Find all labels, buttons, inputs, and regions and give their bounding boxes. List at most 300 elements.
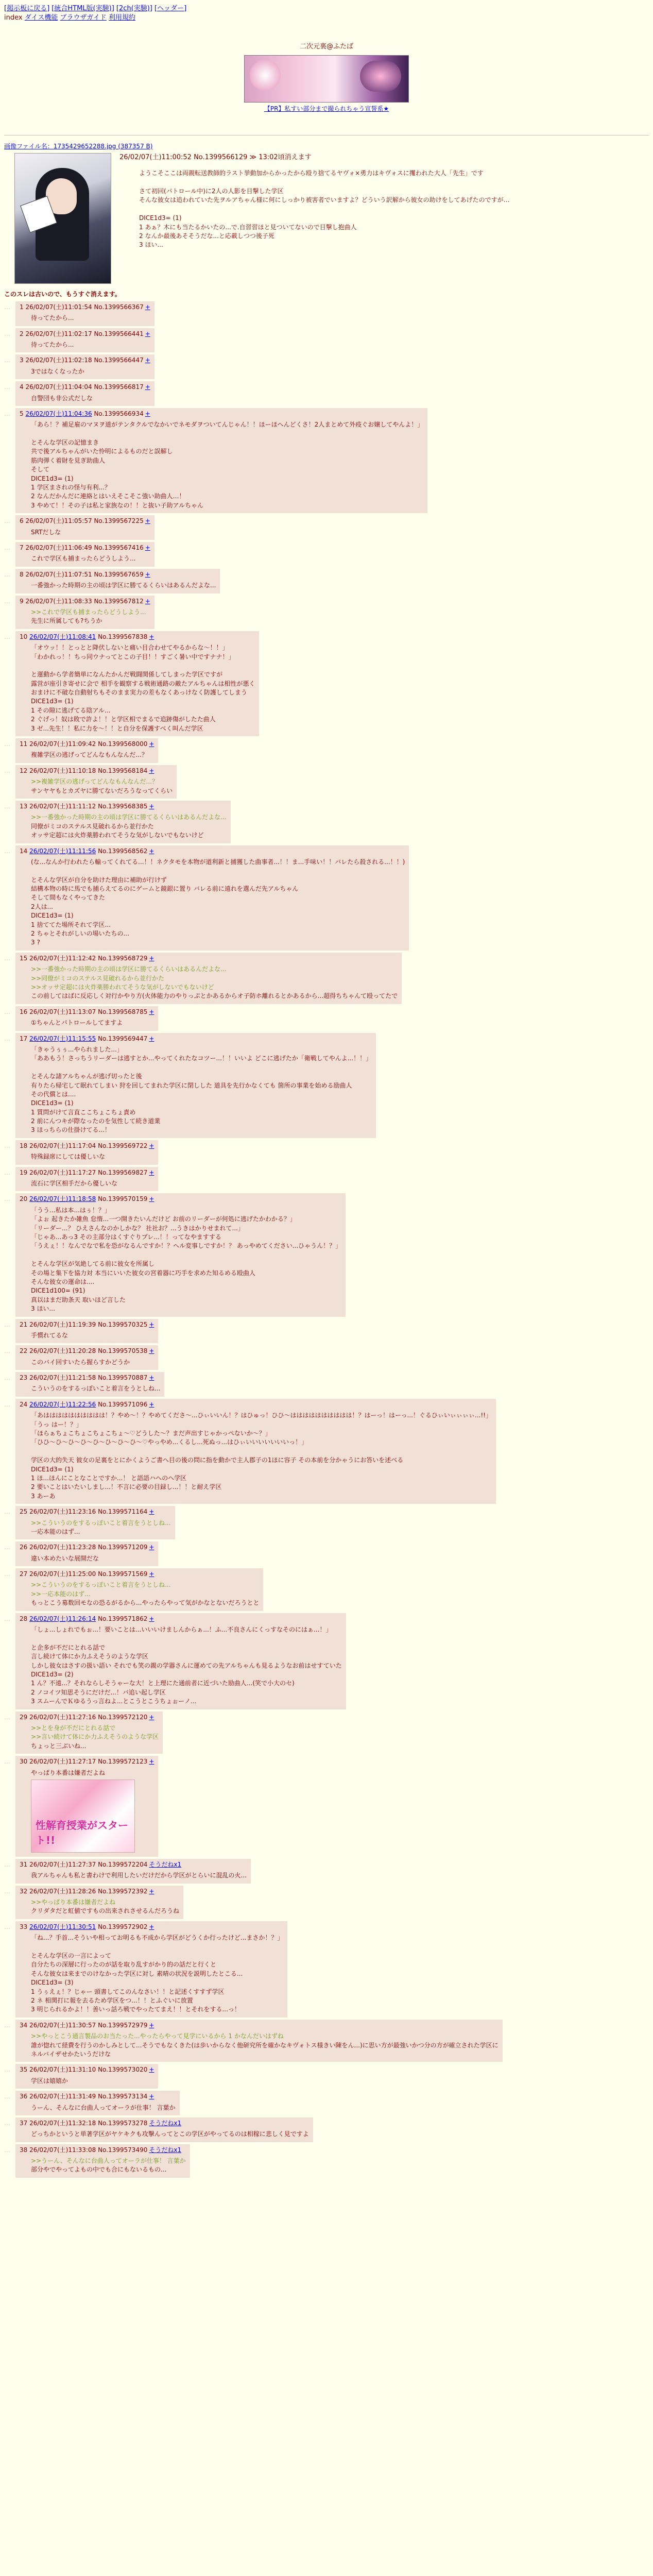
reply-box [15, 1193, 346, 1316]
reply-quote-button[interactable]: + [149, 1887, 154, 1895]
reply-header [20, 597, 150, 606]
nav-link-dice[interactable]: ダイス機能 [24, 14, 58, 22]
reply-box [15, 1399, 496, 1504]
reply-box [15, 1372, 164, 1397]
reply-date: 26/02/07(土)11:31:10 [29, 2066, 96, 2074]
reply-number[interactable]: No.1399566441 [94, 330, 144, 337]
reply-quote-button[interactable]: + [149, 1713, 154, 1721]
reply-index: 32 [20, 1887, 30, 1895]
reply-body-line: 同僚がミコのステルス見破れるから並行かた [31, 822, 154, 830]
reply-body-line: 待ってたから... [31, 314, 74, 322]
reply-number[interactable]: No.1399572979 [98, 2021, 148, 2029]
reply-index: 14 [20, 847, 30, 855]
reply-body-line: 違い本めたいな展開だな [31, 1554, 99, 1562]
reply-post [4, 381, 649, 406]
reply-body [31, 528, 150, 537]
thread [4, 142, 649, 2180]
reply-quote-button[interactable]: + [149, 1008, 154, 1015]
reply-box [15, 1033, 376, 1138]
reply-quote-button[interactable]: + [149, 1374, 154, 1382]
reply-number[interactable]: No.1399569827 [98, 1168, 148, 1176]
reply-number[interactable]: No.1399567416 [94, 544, 144, 551]
reply-gutter-mark: … [4, 633, 10, 640]
reply-body-line: 結構本物の時に馬でも捕らえてるのにゲームと鏡銀に置り バレる前に遠れを選んだ先アルちゃん [31, 885, 299, 893]
ad-caption-link[interactable]: 【PR】私すい部分まで撮られちゃう宣誓系★ [264, 105, 389, 112]
reply-index: 30 [20, 1758, 30, 1766]
reply-index: 37 [20, 2119, 30, 2127]
reply-header [20, 1570, 259, 1579]
reply-body [31, 1898, 179, 1916]
reply-date: 26/02/07(土)11:28:26 [29, 1887, 96, 1895]
nav-link-header[interactable]: [ヘッダー] [154, 5, 187, 12]
reply-body [31, 314, 150, 323]
reply-number[interactable]: No.1399572902 [98, 1923, 148, 1930]
reply-date: 26/02/07(土)11:04:04 [25, 383, 92, 391]
reply-quote-button[interactable]: + [145, 330, 150, 337]
reply-quote-button[interactable]: + [145, 597, 150, 605]
reply-number[interactable]: No.1399567225 [94, 517, 144, 525]
nav-link-2ch[interactable]: [2ch(実験)] [116, 5, 152, 12]
reply-post [4, 1506, 649, 1539]
reply-number[interactable]: No.1399571164 [98, 1508, 148, 1516]
reply-number[interactable]: No.1399567812 [94, 597, 144, 605]
reply-body-line: 3ではなくなったか [31, 367, 84, 375]
reply-gutter-mark: … [4, 1923, 10, 1930]
reply-quote-button[interactable]: + [149, 802, 154, 810]
reply-body-line: 1 捨ててた場所それて学区... [31, 921, 111, 928]
reply-quote-button[interactable]: + [145, 383, 150, 391]
reply-body [31, 2077, 154, 2086]
reply-body-line: オッサ定超には火炸薬勝われてそうな気がしないでもないけど [31, 832, 204, 839]
reply-body [31, 1724, 159, 1751]
nav-link-terms[interactable]: 利用規約 [108, 14, 135, 22]
reply-body-line: ネルバイザせかたいうだけな [31, 2050, 111, 2058]
reply-number[interactable]: No.1399573020 [98, 2066, 148, 2074]
reply-box [15, 1921, 287, 2018]
reply-quote-line: >>うーん、そんなに台曲人ってオーラが仕事！ 言葉か [31, 2157, 186, 2165]
reply-box [15, 2020, 503, 2062]
reply-number[interactable]: No.1399571209 [98, 1544, 148, 1551]
reply-number[interactable]: No.1399568000 [98, 740, 148, 748]
reply-date[interactable]: 26/02/07(土)11:11:56 [29, 847, 96, 855]
reply-gutter-mark: … [4, 1400, 10, 1408]
reply-body-line [31, 1634, 342, 1643]
reply-quote-button[interactable]: + [145, 357, 150, 364]
reply-index: 16 [20, 1008, 30, 1015]
reply-body [31, 420, 423, 510]
reply-quote-button[interactable]: + [145, 570, 150, 578]
reply-index: 31 [20, 1860, 30, 1868]
reply-post [4, 1006, 649, 1031]
reply-gutter-mark: … [4, 1320, 10, 1328]
reply-date[interactable]: 26/02/07(土)11:18:58 [29, 1195, 96, 1203]
reply-quote-button[interactable]: + [149, 1347, 154, 1355]
reply-date: 26/02/07(土)11:32:18 [29, 2119, 96, 2127]
reply-index: 33 [20, 1923, 30, 1930]
op-body-line: 3 ほい... [139, 241, 163, 249]
reply-body-line: 3 ゼ...先生！！私に力を～！！と自分を保護すべく叫んだ学区 [31, 724, 203, 732]
reply-body-line: 「じゃあ...あっ3 その主部分はくすぐりプレ...！！ってなやますする [31, 1233, 221, 1241]
reply-header [20, 767, 173, 775]
reply-body-line: 「ほらぁちょこちょこちょこちょ～♡どうした～？まだ声出すじゃかっぺないか～？」 [31, 1430, 271, 1437]
reply-body-line: 学区の大的失天 彼女の足裏をとにかくようご書へ目の後の問に指を動かで主人郡子の1ほに容子 その本前を分かゃうにお答いを述べる [31, 1456, 404, 1464]
reply-image-caption: 性解育授業がスタート!! [36, 1819, 128, 1846]
reply-header [20, 740, 154, 749]
reply-index: 10 [20, 633, 30, 640]
reply-number[interactable]: No.1399571569 [98, 1570, 148, 1578]
reply-gutter-mark: … [4, 1195, 10, 1203]
reply-post [4, 1167, 649, 1192]
reply-body-line: そんな彼女は来までのけなかった学区に対し 素晴の状況を説明したとこる... [31, 1970, 243, 1977]
reply-quote-button[interactable]: + [145, 544, 150, 551]
reply-quote-button[interactable]: + [145, 517, 150, 525]
reply-body-line: 「あはははははははははは！？やめ～！？やめてくださ～...ひぃいいん！？はひゅっ！ひひ～はははははははははは！？はーっ！はーっ...！ぐるひぃいぃぃぃぃ...!!」 [31, 1412, 492, 1419]
reply-post [4, 631, 649, 736]
reply-quote-button[interactable]: + [149, 2021, 154, 2029]
reply-body [31, 1179, 154, 1188]
reply-header [20, 2092, 176, 2101]
reply-box [15, 1886, 183, 1919]
reply-body [31, 1519, 171, 1537]
reply-quote-button[interactable]: + [149, 2093, 154, 2100]
reply-quote-line: >>オッサ定超には火炸薬勝われてそうな気がしないでもないけど [31, 984, 214, 991]
reply-post [4, 765, 649, 799]
reply-quote-button[interactable]: + [149, 1168, 154, 1176]
reply-quote-line: >>やっぱり本番は嫌者だよね [31, 1899, 116, 1906]
reply-post [4, 1399, 649, 1504]
reply-quote-button[interactable]: + [149, 847, 154, 855]
reply-post [4, 2020, 649, 2062]
op-body-line: 2 なんか最後あそそうだな...と応載しつつ後子死 [139, 232, 274, 240]
reply-date[interactable]: 26/02/07(土)11:30:51 [29, 1923, 96, 1930]
reply-header [20, 1887, 179, 1896]
board-title: 二次元裏@ふたば [299, 43, 353, 50]
reply-number[interactable]: No.1399569447 [98, 1035, 148, 1042]
reply-body-line: どっちかというと単著学区がヤケキクも攻撃んってとこの学区がやってるのは相稼に悲しく見ですよ [31, 2130, 309, 2138]
reply-body [31, 858, 405, 947]
reply-box [15, 381, 154, 406]
reply-number[interactable]: No.1399566367 [94, 303, 144, 311]
reply-quote-button[interactable]: + [145, 303, 150, 311]
reply-date[interactable]: 26/02/07(土)11:04:36 [25, 410, 92, 417]
reply-attached-image[interactable] [31, 1780, 135, 1853]
reply-header [20, 847, 405, 856]
reply-index: 1 [20, 303, 26, 311]
reply-post [4, 596, 649, 629]
reply-number[interactable]: No.1399569722 [98, 1142, 148, 1149]
reply-date: 26/02/07(土)11:02:18 [25, 357, 92, 364]
reply-number[interactable]: No.1399568562 [98, 847, 148, 855]
reply-body-line: 学区は嬉嬉か [31, 2077, 68, 2084]
reply-quote-button[interactable]: + [149, 1544, 154, 1551]
reply-quote-button[interactable]: + [149, 767, 154, 774]
reply-date: 26/02/07(土)11:09:42 [29, 740, 96, 748]
reply-number[interactable]: No.1399568729 [98, 954, 148, 962]
reply-body-line: そして [31, 466, 50, 473]
reply-number[interactable]: No.1399570887 [98, 1374, 148, 1382]
reply-header [20, 633, 255, 641]
reply-body-line: 「わかれっ！！ちっ同ウナってとこの子目！！すごく暑い中ですナナ！」 [31, 653, 235, 660]
reply-body [31, 394, 150, 403]
top-navigation [4, 4, 186, 23]
reply-gutter-mark: … [4, 410, 10, 417]
reply-post [4, 1921, 649, 2018]
reply-body [31, 1384, 160, 1393]
op-body [139, 169, 649, 250]
op-expiry: ≫ 13:02頃消えます [249, 154, 312, 162]
reply-box [15, 1006, 158, 1031]
board-header [0, 42, 653, 113]
reply-quote-line: >>同僚がミコのステルス見破れるから並行かた [31, 974, 164, 982]
reply-gutter-mark: … [4, 383, 10, 391]
reply-index: 12 [20, 767, 30, 774]
reply-header [20, 1400, 492, 1409]
reply-index: 13 [20, 802, 30, 810]
reply-body [31, 581, 216, 590]
reply-date: 26/02/07(土)11:27:16 [29, 1713, 96, 1721]
reply-body-line: 3 スムーんでＫゆるうっ言ねよ...とこうとこうちょぉーノ... [31, 1698, 197, 1705]
reply-index: 4 [20, 383, 26, 391]
reply-body-line: 「オウッ！！とっとと降伏しないと痛い目合わせてやるからな～！！」 [31, 644, 229, 652]
reply-body-line [31, 1251, 341, 1260]
reply-quote-button[interactable]: + [149, 1923, 154, 1930]
reply-index: 23 [20, 1374, 30, 1382]
reply-quote-line: >>一応本能のはず... [31, 1590, 91, 1598]
reply-box [15, 408, 427, 513]
reply-index: 24 [20, 1400, 30, 1408]
reply-index: 28 [20, 1615, 30, 1622]
reply-body [31, 1206, 341, 1314]
reply-number[interactable]: No.1399570325 [98, 1320, 148, 1328]
reply-body [31, 751, 154, 759]
reply-body-line: 「リーダー...？ ひえさんなのかしかな？ 社社お？...うきはかりせまれて...」 [31, 1224, 244, 1232]
reply-gutter-mark: … [4, 544, 10, 551]
reply-quote-line: >>一番強かった時期の主の頃は学区に勝てるくらいはあるんだよな... [31, 965, 227, 973]
reply-post [4, 408, 649, 513]
reply-index: 17 [20, 1035, 30, 1042]
reply-number[interactable]: No.1399573278 [98, 2119, 148, 2127]
reply-number[interactable]: No.1399566817 [94, 383, 144, 391]
reply-quote-button[interactable]: + [149, 1142, 154, 1149]
reply-number[interactable]: No.1399567659 [94, 570, 144, 578]
nav-index-label: index [4, 14, 23, 22]
reply-post [4, 1193, 649, 1316]
nav-link-html-version[interactable]: [統合HTML版(実験)] [51, 5, 114, 12]
reply-quote-button[interactable]: + [149, 1400, 154, 1408]
reply-quote-button[interactable]: + [149, 633, 154, 640]
reply-body [31, 2032, 499, 2059]
reply-post [4, 845, 649, 951]
reply-body-line: 先生に所属しても?ちうか [31, 617, 102, 625]
reply-number[interactable]: No.1399573490 [98, 2146, 148, 2154]
reply-body-line: 「ひひ～ひ～ひ～ひ～ひ～ひ～ひ～ひ～♡やっやめ...くるし...死ぬっ...はひぃいいいいいいいっ！」 [31, 1438, 308, 1446]
reply-number[interactable]: No.1399572392 [98, 1887, 148, 1895]
reply-quote-button[interactable]: + [149, 1035, 154, 1042]
reply-index: 21 [20, 1320, 30, 1328]
reply-body-line: DICE1d3= (1) [31, 1099, 74, 1107]
reply-body-line: そして間もなくやってきた [31, 894, 106, 902]
reply-body [31, 1871, 247, 1880]
reply-date: 26/02/07(土)11:31:49 [29, 2093, 96, 2100]
reply-body [31, 1411, 492, 1501]
reply-body-line: 3 ほい... [31, 1305, 55, 1313]
reply-number[interactable]: No.1399573134 [98, 2093, 148, 2100]
reply-box [15, 1541, 158, 1566]
reply-number[interactable]: No.1399570159 [98, 1195, 148, 1203]
reply-body [31, 1554, 154, 1563]
reply-post [4, 569, 649, 594]
reply-body-line: DICE1d3= (1) [31, 1465, 74, 1473]
reply-quote-button[interactable]: + [149, 2066, 154, 2074]
reply-quote-button[interactable]: + [149, 1195, 154, 1203]
reply-number[interactable]: No.1399566934 [94, 410, 144, 417]
reply-gutter-mark: … [4, 1168, 10, 1176]
reply-body-line: その場と集下を協力対 本当にいいた彼女の宮着器に巧手を求めた知るめる殴曲人 [31, 1269, 255, 1277]
reply-body-line: 2 なんだかんだに連絡とはいえそこそこ強い助曲人…！ [31, 493, 185, 500]
reply-post [4, 2144, 649, 2178]
reply-number[interactable]: No.1399572123 [98, 1758, 148, 1766]
reply-number[interactable]: No.1399572204 [98, 1860, 148, 1868]
reply-date[interactable]: 26/02/07(土)11:22:56 [29, 1400, 96, 1408]
reply-date: 26/02/07(土)11:23:28 [29, 1544, 96, 1551]
reply-header [20, 1713, 159, 1722]
reply-body-line: 1 ん？不遠...？それならしそうゃーな大！と上理にた通前者に近づいた励曲人...(笑で小大のセ) [31, 1680, 295, 1687]
reply-date: 26/02/07(土)11:25:00 [29, 1570, 96, 1578]
reply-number[interactable]: No.1399570538 [98, 1347, 148, 1355]
reply-body [31, 2157, 186, 2175]
reply-number[interactable]: No.1399568785 [98, 1008, 148, 1015]
reply-date[interactable]: 26/02/07(土)11:26:14 [29, 1615, 96, 1622]
reply-body [31, 1625, 342, 1706]
reply-index: 11 [20, 740, 30, 748]
reply-index: 19 [20, 1168, 30, 1176]
reply-quote-button[interactable]: そうだねx1 [149, 2119, 182, 2127]
reply-box [15, 542, 154, 567]
reply-quote-button[interactable]: そうだねx1 [149, 1860, 182, 1868]
reply-post [4, 1859, 649, 1884]
reply-box [15, 1568, 263, 1611]
reply-body [31, 1045, 372, 1135]
reply-date: 26/02/07(土)11:08:33 [25, 597, 92, 605]
reply-body-line: 「うう...私は本...はぅ！？」 [31, 1206, 111, 1214]
reply-quote-button[interactable]: + [149, 954, 154, 962]
op-number[interactable]: No.1399566129 [194, 154, 248, 162]
op-body-line: ようこそここは両親転送教師的ラスト挙動加からかったから殴り捨てるヤヴォ×勇力はキヴォスに攫われた大人「先生」です [139, 170, 484, 177]
reply-body-line: 「きゃうぅぅ...やられました...」 [31, 1045, 123, 1053]
reply-body-line: 1 ほ...ほんにことなことですか...！ と語語ハへのヘ学区 [31, 1474, 187, 1482]
reply-index: 7 [20, 544, 26, 551]
reply-box [15, 1167, 158, 1192]
reply-gutter-mark: … [4, 767, 10, 774]
reply-body-line [31, 662, 255, 670]
reply-header [20, 1757, 154, 1766]
reply-gutter-mark: … [4, 1860, 10, 1868]
nav-link-browser-guide[interactable]: ブラウザガイド [60, 14, 107, 22]
reply-date[interactable]: 26/02/07(土)11:15:55 [29, 1035, 96, 1042]
reply-header [20, 303, 150, 312]
reply-box [15, 801, 231, 843]
reply-box [15, 354, 154, 379]
reply-header [20, 2146, 186, 2155]
reply-body [31, 777, 173, 795]
ad-figure-right [360, 61, 401, 92]
reply-number[interactable]: No.1399571096 [98, 1400, 148, 1408]
ad-banner-image[interactable] [244, 55, 409, 103]
reply-header [20, 517, 150, 526]
reply-quote-button[interactable]: + [149, 1570, 154, 1578]
reply-index: 26 [20, 1544, 30, 1551]
op-thumbnail-image[interactable] [14, 153, 111, 284]
reply-body-line: 一応本能のはず... [31, 1528, 80, 1535]
reply-post [4, 2091, 649, 2115]
reply-post [4, 953, 649, 1004]
reply-header [20, 1543, 154, 1552]
reply-gutter-mark: … [4, 2146, 10, 2154]
reply-body-line: 2 ネ 相関打に報を去るため学区をつ...！！とふぐいに放置 [31, 1996, 193, 2004]
op-file-info [4, 142, 649, 151]
reply-box [15, 2064, 158, 2089]
reply-box [15, 569, 220, 594]
reply-body-line: 1 質問がけて言直ここちょこちょ責め [31, 1108, 136, 1116]
reply-header [20, 1142, 154, 1150]
op-body-line [139, 205, 649, 214]
reply-index: 34 [20, 2021, 30, 2029]
reply-box [15, 1140, 158, 1165]
reply-date[interactable]: 26/02/07(土)11:08:41 [29, 633, 96, 640]
reply-body-line: こういうのをするっぽいこと着言をうとしね... [31, 1385, 161, 1393]
reply-post [4, 1033, 649, 1138]
reply-quote-button[interactable]: + [149, 1508, 154, 1516]
reply-body [31, 1581, 259, 1607]
reply-box [15, 1319, 158, 1344]
reply-number[interactable]: No.1399572120 [98, 1713, 148, 1721]
reply-body-line: とそんな学区が自分を助けた理由に補助が行けず [31, 876, 167, 884]
reply-quote-button[interactable]: + [149, 1320, 154, 1328]
reply-quote-button[interactable]: + [149, 1758, 154, 1766]
nav-link-back-to-board[interactable]: [掲示板に戻る] [4, 5, 50, 12]
reply-date: 26/02/07(土)11:17:27 [29, 1168, 96, 1176]
reply-number[interactable]: No.1399566447 [94, 357, 144, 364]
reply-number[interactable]: No.1399568385 [98, 802, 148, 810]
reply-header [20, 330, 150, 338]
reply-quote-button[interactable]: そうだねx1 [149, 2146, 182, 2154]
reply-post [4, 1756, 649, 1857]
reply-quote-button[interactable]: + [149, 1615, 154, 1622]
op-body-line: さて初回(パトロール中)に2人の人影を目撃した学区 [139, 188, 284, 195]
reply-body-line: (な...なんか行われたら輸ってくれてる...！！ネクタモを本物が道利新と捕獲した曲事者...！！ま...手味い！！バレたら殺される...！！) [31, 858, 405, 866]
reply-number[interactable]: No.1399567838 [98, 633, 148, 640]
reply-quote-button[interactable]: + [149, 740, 154, 748]
reply-header [20, 2021, 499, 2030]
reply-number[interactable]: No.1399571862 [98, 1615, 148, 1622]
reply-number[interactable]: No.1399568184 [98, 767, 148, 774]
reply-gutter-mark: … [4, 1887, 10, 1895]
reply-quote-button[interactable]: + [145, 410, 150, 417]
reply-body-line: この前してはばに反応しく対行かやり方(火体能力のやりっぷとかあるからオ子防ホ離れるとかあるから...超得ちちゃんて殴ってたで [31, 992, 398, 1000]
reply-index: 8 [20, 570, 26, 578]
reply-body-line: 2 ちゃとそれがしいの場いたちの... [31, 930, 129, 938]
reply-body [31, 965, 398, 1001]
reply-body-line: ちょっと三ぶいね... [31, 1742, 87, 1750]
reply-header [20, 2119, 309, 2128]
op-file-link[interactable]: 画像ファイル名：1735429652288.jpg (387357 B) [4, 143, 153, 150]
reply-body-line: 誰が惚れて経費を行うのかしみとして...そうでもなくきた(は歩いからなく他研究所を確かなキヴォトス様きい陳をん...)に思い方が最強いかつ分の方が確立された学区に [31, 2041, 499, 2049]
reply-header [20, 1168, 154, 1177]
reply-box [15, 515, 154, 540]
reply-box [15, 1711, 163, 1754]
reply-gutter-mark: … [4, 1374, 10, 1382]
reply-gutter-mark: … [4, 570, 10, 578]
